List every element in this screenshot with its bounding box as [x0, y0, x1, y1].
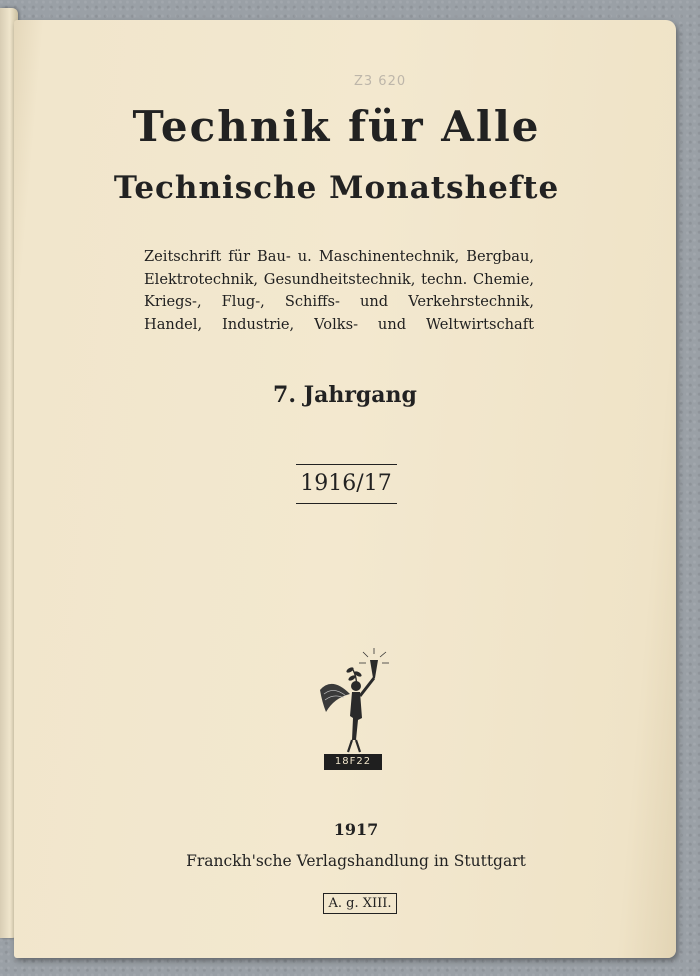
subject-line: Zeitschrift für Bau- u. Maschinentechnik, Bergbau,	[144, 248, 534, 265]
divider-bottom	[296, 503, 397, 504]
emblem-plate: 18F22	[324, 754, 382, 770]
title-page	[14, 20, 676, 958]
year-range: 1916/17	[300, 471, 392, 496]
volume-number: 7. Jahrgang	[273, 382, 417, 408]
subject-line: Handel, Industrie, Volks- und Weltwirtschaft	[144, 315, 534, 333]
publication-year: 1917	[333, 820, 379, 839]
main-title: Technik für Alle	[132, 102, 541, 151]
subject-description	[144, 246, 534, 336]
shelf-signature: A. g. XIII.	[323, 893, 397, 914]
subject-line: Elektrotechnik, Gesundheitstechnik, techn. Chemie,	[144, 270, 534, 288]
subject-line: Kriegs-, Flug-, Schiffs- und Verkehrstechnik,	[144, 293, 534, 310]
publisher-name: Franckh'sche Verlagshandlung in Stuttgart	[186, 852, 526, 870]
sub-title: Technische Monatshefte	[113, 170, 560, 206]
divider-top	[296, 464, 397, 465]
pencil-mark: Z3 620	[354, 74, 407, 89]
